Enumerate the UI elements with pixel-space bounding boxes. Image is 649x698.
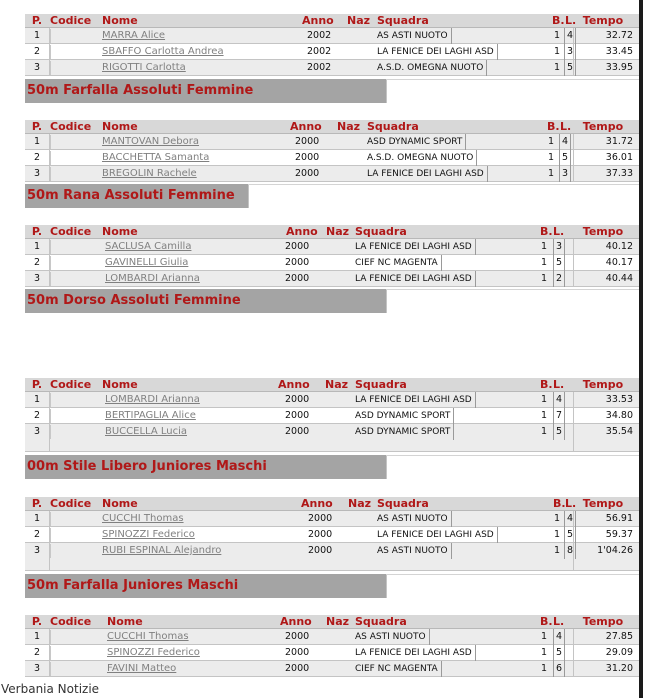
pos-cell: 1 [33,136,41,147]
col-l-header: L. [560,120,572,133]
col-time-header: Tempo [582,14,624,27]
team-cell: CIEF NC MAGENTA [355,661,442,677]
table-row [25,661,639,677]
col-nat-header: Naz [325,378,349,391]
table-header [25,615,639,629]
col-team-header: Squadra [367,120,419,133]
pos-cell: 2 [33,410,41,421]
time-cell: 1'04.26 [597,545,633,556]
team-cell: AS ASTI NUOTO [377,543,452,559]
pos-cell: 1 [33,30,41,41]
b-cell: 1 [553,30,561,41]
code-cell [50,409,97,423]
b-cell: 1 [540,241,548,252]
year-cell: 2000 [308,529,333,540]
pos-cell: 3 [33,426,41,437]
athlete-link[interactable]: SBAFFO Carlotta Andrea [102,46,224,57]
team-cell: AS ASTI NUOTO [355,629,430,645]
section-title-text: 00m Stile Libero Juniores Maschi [27,459,267,474]
column-divider [573,629,574,677]
table-row [25,424,639,452]
col-b-header: B. [540,615,553,628]
pos-cell: 1 [33,241,41,252]
lane-cell: 5 [553,424,565,440]
code-cell [50,240,97,254]
athlete-link[interactable]: BREGOLIN Rachele [102,168,197,179]
pos-cell: 2 [33,257,41,268]
athlete-link[interactable]: MARRA Alice [102,30,166,41]
col-b-header: B. [553,497,566,510]
table-row [25,408,639,424]
pos-cell: 2 [33,529,41,540]
team-cell: ASD DYNAMIC SPORT [355,424,454,440]
col-name-header: Nome [102,225,138,238]
year-cell: 2000 [285,410,310,421]
team-cell: A.S.D. OMEGNA NUOTO [367,150,477,166]
col-l-header: L. [565,497,577,510]
b-cell: 1 [540,394,548,405]
year-cell: 2000 [285,426,310,437]
pos-cell: 3 [33,545,41,556]
year-cell: 2000 [285,257,310,268]
time-cell: 33.95 [605,62,633,73]
year-cell: 2002 [307,30,332,41]
table-row [25,392,639,408]
col-year-header: Anno [280,615,312,628]
b-cell: 1 [553,529,561,540]
code-cell [50,512,97,526]
time-cell: 32.72 [605,30,633,41]
col-pos-header: P. [31,497,43,510]
lane-cell: 6 [553,661,565,677]
b-cell: 1 [540,273,548,284]
pos-cell: 2 [33,647,41,658]
time-cell: 40.17 [605,257,633,268]
col-team-header: Squadra [355,378,407,391]
col-team-header: Squadra [355,615,407,628]
col-time-header: Tempo [582,497,624,510]
section-title [25,289,387,313]
col-code-header: Codice [50,615,92,628]
code-cell [50,528,97,542]
col-name-header: Nome [102,120,138,133]
col-l-header: L. [553,378,565,391]
col-year-header: Anno [301,497,333,510]
col-b-header: B. [540,225,553,238]
section-title-text: 50m Farfalla Juniores Maschi [27,578,239,593]
lane-cell: 8 [564,543,576,559]
col-pos-header: P. [31,225,43,238]
col-year-header: Anno [302,14,334,27]
table-row [25,271,639,287]
lane-cell: 4 [553,629,565,645]
pos-cell: 2 [33,152,41,163]
athlete-link[interactable]: RUBI ESPINAL Alejandro [102,545,222,556]
section-title-text: 50m Farfalla Assoluti Femmine [27,83,254,98]
pos-cell: 1 [33,513,41,524]
time-cell: 33.53 [605,394,633,405]
code-cell [50,29,97,43]
time-cell: 31.72 [605,136,633,147]
section-title [25,79,387,103]
col-l-header: L. [553,225,565,238]
lane-cell: 4 [564,28,576,44]
time-cell: 40.44 [605,273,633,284]
time-cell: 33.45 [605,46,633,57]
b-cell: 1 [540,426,548,437]
year-cell: 2000 [308,513,333,524]
table-header [25,497,639,511]
col-year-header: Anno [286,225,318,238]
table-row [25,255,639,271]
col-time-header: Tempo [582,615,624,628]
year-cell: 2000 [308,545,333,556]
lane-cell: 3 [553,239,565,255]
lane-cell: 3 [559,166,571,182]
section-title-spacer [386,289,639,314]
table-header [25,378,639,392]
table-row [25,60,639,76]
col-code-header: Codice [50,497,92,510]
code-cell [50,662,97,676]
athlete-link[interactable]: BERTIPAGLIA Alice [105,410,196,421]
time-cell: 31.20 [605,663,633,674]
table-header [25,120,639,134]
year-cell: 2002 [307,62,332,73]
col-b-header: B. [547,120,560,133]
code-cell [50,425,97,439]
table-row [25,134,639,150]
athlete-link[interactable]: CUCCHI Thomas [107,631,189,642]
column-divider [573,28,574,76]
athlete-link[interactable]: BUCCELLA Lucia [105,426,187,437]
col-l-header: L. [565,14,577,27]
table-row [25,239,639,255]
athlete-link[interactable]: MANTOVAN Debora [102,136,200,147]
team-cell: LA FENICE DEI LAGHI ASD [355,645,476,661]
col-name-header: Nome [102,497,138,510]
section-title-spacer [386,574,639,599]
col-code-header: Codice [50,378,92,391]
team-cell: ASD DYNAMIC SPORT [355,408,454,424]
table-row [25,511,639,527]
pos-cell: 3 [33,168,41,179]
team-cell: A.S.D. OMEGNA NUOTO [377,60,487,76]
athlete-link[interactable]: SPINOZZI Federico [107,647,200,658]
col-code-header: Codice [50,120,92,133]
col-nat-header: Naz [326,615,350,628]
pos-cell: 3 [33,62,41,73]
team-cell: CIEF NC MAGENTA [355,255,442,271]
year-cell: 2000 [285,394,310,405]
col-pos-header: P. [31,120,43,133]
b-cell: 1 [553,545,561,556]
b-cell: 1 [547,136,555,147]
pos-cell: 3 [33,663,41,674]
lane-cell: 7 [553,408,565,424]
team-cell: ASD DYNAMIC SPORT [367,134,466,150]
b-cell: 1 [540,257,548,268]
athlete-link[interactable]: LOMBARDI Arianna [105,273,200,284]
lane-cell: 2 [553,271,565,287]
b-cell: 1 [547,168,555,179]
table-header [25,225,639,239]
col-year-header: Anno [278,378,310,391]
team-cell: LA FENICE DEI LAGHI ASD [355,239,476,255]
col-time-header: Tempo [582,378,624,391]
time-cell: 27.85 [605,631,633,642]
col-nat-header: Naz [337,120,361,133]
time-cell: 56.91 [605,513,633,524]
lane-cell: 4 [559,134,571,150]
time-cell: 29.09 [605,647,633,658]
code-cell [50,544,97,558]
col-l-header: L. [553,615,565,628]
year-cell: 2000 [295,136,320,147]
section-title-spacer [386,455,639,480]
code-cell [50,135,97,149]
year-cell: 2000 [285,647,310,658]
lane-cell: 4 [553,392,565,408]
pos-cell: 2 [33,46,41,57]
b-cell: 1 [547,152,555,163]
code-cell [50,646,97,660]
athlete-link[interactable]: BACCHETTA Samanta [102,152,210,163]
team-cell: LA FENICE DEI LAGHI ASD [377,527,498,543]
table-row [25,629,639,645]
time-cell: 34.80 [605,410,633,421]
section-title [25,574,387,598]
footer-credit: Verbania Notizie [1,682,100,696]
col-team-header: Squadra [355,225,407,238]
team-cell: LA FENICE DEI LAGHI ASD [377,44,498,60]
col-nat-header: Naz [326,225,350,238]
b-cell: 1 [553,62,561,73]
lane-cell: 3 [564,44,576,60]
col-time-header: Tempo [582,225,624,238]
col-nat-header: Naz [348,497,372,510]
time-cell: 35.54 [605,426,633,437]
pos-cell: 3 [33,273,41,284]
column-divider [573,511,574,571]
section-title-spacer [248,184,639,209]
col-nat-header: Naz [347,14,371,27]
athlete-link[interactable]: SPINOZZI Federico [102,529,195,540]
table-row [25,150,639,166]
col-year-header: Anno [290,120,322,133]
year-cell: 2000 [295,152,320,163]
year-cell: 2000 [285,273,310,284]
lane-cell: 5 [559,150,571,166]
team-cell: LA FENICE DEI LAGHI ASD [355,392,476,408]
column-divider [49,629,50,677]
table-row [25,527,639,543]
table-row [25,543,639,571]
time-cell: 37.33 [605,168,633,179]
column-divider [49,392,50,452]
lane-cell: 5 [564,60,576,76]
year-cell: 2000 [285,631,310,642]
athlete-link[interactable]: CUCCHI Thomas [102,513,184,524]
pos-cell: 1 [33,631,41,642]
time-cell: 36.01 [605,152,633,163]
pos-cell: 1 [33,394,41,405]
section-title-text: 50m Dorso Assoluti Femmine [27,293,241,308]
col-pos-header: P. [31,14,43,27]
table-row [25,28,639,44]
column-divider [49,239,50,287]
table-row [25,44,639,60]
col-name-header: Nome [107,615,143,628]
col-pos-header: P. [31,615,43,628]
code-cell [50,167,97,181]
code-cell [50,151,97,165]
column-divider [49,134,50,182]
code-cell [50,45,97,59]
code-cell [50,256,97,270]
column-divider [49,28,50,76]
section-title-spacer [386,79,639,104]
team-cell: AS ASTI NUOTO [377,511,452,527]
b-cell: 1 [540,631,548,642]
b-cell: 1 [553,513,561,524]
col-name-header: Nome [102,14,138,27]
table-header [25,14,639,28]
code-cell [50,630,97,644]
year-cell: 2000 [285,241,310,252]
b-cell: 1 [540,663,548,674]
b-cell: 1 [540,647,548,658]
athlete-link[interactable]: GAVINELLI Giulia [105,257,189,268]
lane-cell: 5 [553,255,565,271]
lane-cell: 4 [564,511,576,527]
column-divider [573,392,574,452]
col-b-header: B. [540,378,553,391]
code-cell [50,393,97,407]
athlete-link[interactable]: LOMBARDI Arianna [105,394,200,405]
col-time-header: Tempo [582,120,624,133]
team-cell: AS ASTI NUOTO [377,28,452,44]
code-cell [50,61,97,75]
athlete-link[interactable]: RIGOTTI Carlotta [102,62,186,73]
col-team-header: Squadra [377,14,429,27]
b-cell: 1 [540,410,548,421]
team-cell: LA FENICE DEI LAGHI ASD [355,271,476,287]
athlete-link[interactable]: SACLUSA Camilla [105,241,192,252]
right-edge-bar [639,0,643,698]
column-divider [49,511,50,571]
time-cell: 59.37 [605,529,633,540]
col-code-header: Codice [50,14,92,27]
year-cell: 2000 [295,168,320,179]
team-cell: LA FENICE DEI LAGHI ASD [367,166,488,182]
column-divider [573,134,574,182]
col-pos-header: P. [31,378,43,391]
col-b-header: B. [552,14,565,27]
column-divider [573,239,574,287]
lane-cell: 5 [564,527,576,543]
year-cell: 2002 [307,46,332,57]
lane-cell: 5 [553,645,565,661]
section-title [25,184,249,208]
section-title [25,455,387,479]
time-cell: 40.12 [605,241,633,252]
col-team-header: Squadra [377,497,429,510]
section-title-text: 50m Rana Assoluti Femmine [27,188,235,203]
table-row [25,166,639,182]
table-row [25,645,639,661]
code-cell [50,272,97,286]
col-name-header: Nome [102,378,138,391]
athlete-link[interactable]: FAVINI Matteo [107,663,177,674]
col-code-header: Codice [50,225,92,238]
b-cell: 1 [553,46,561,57]
year-cell: 2000 [285,663,310,674]
